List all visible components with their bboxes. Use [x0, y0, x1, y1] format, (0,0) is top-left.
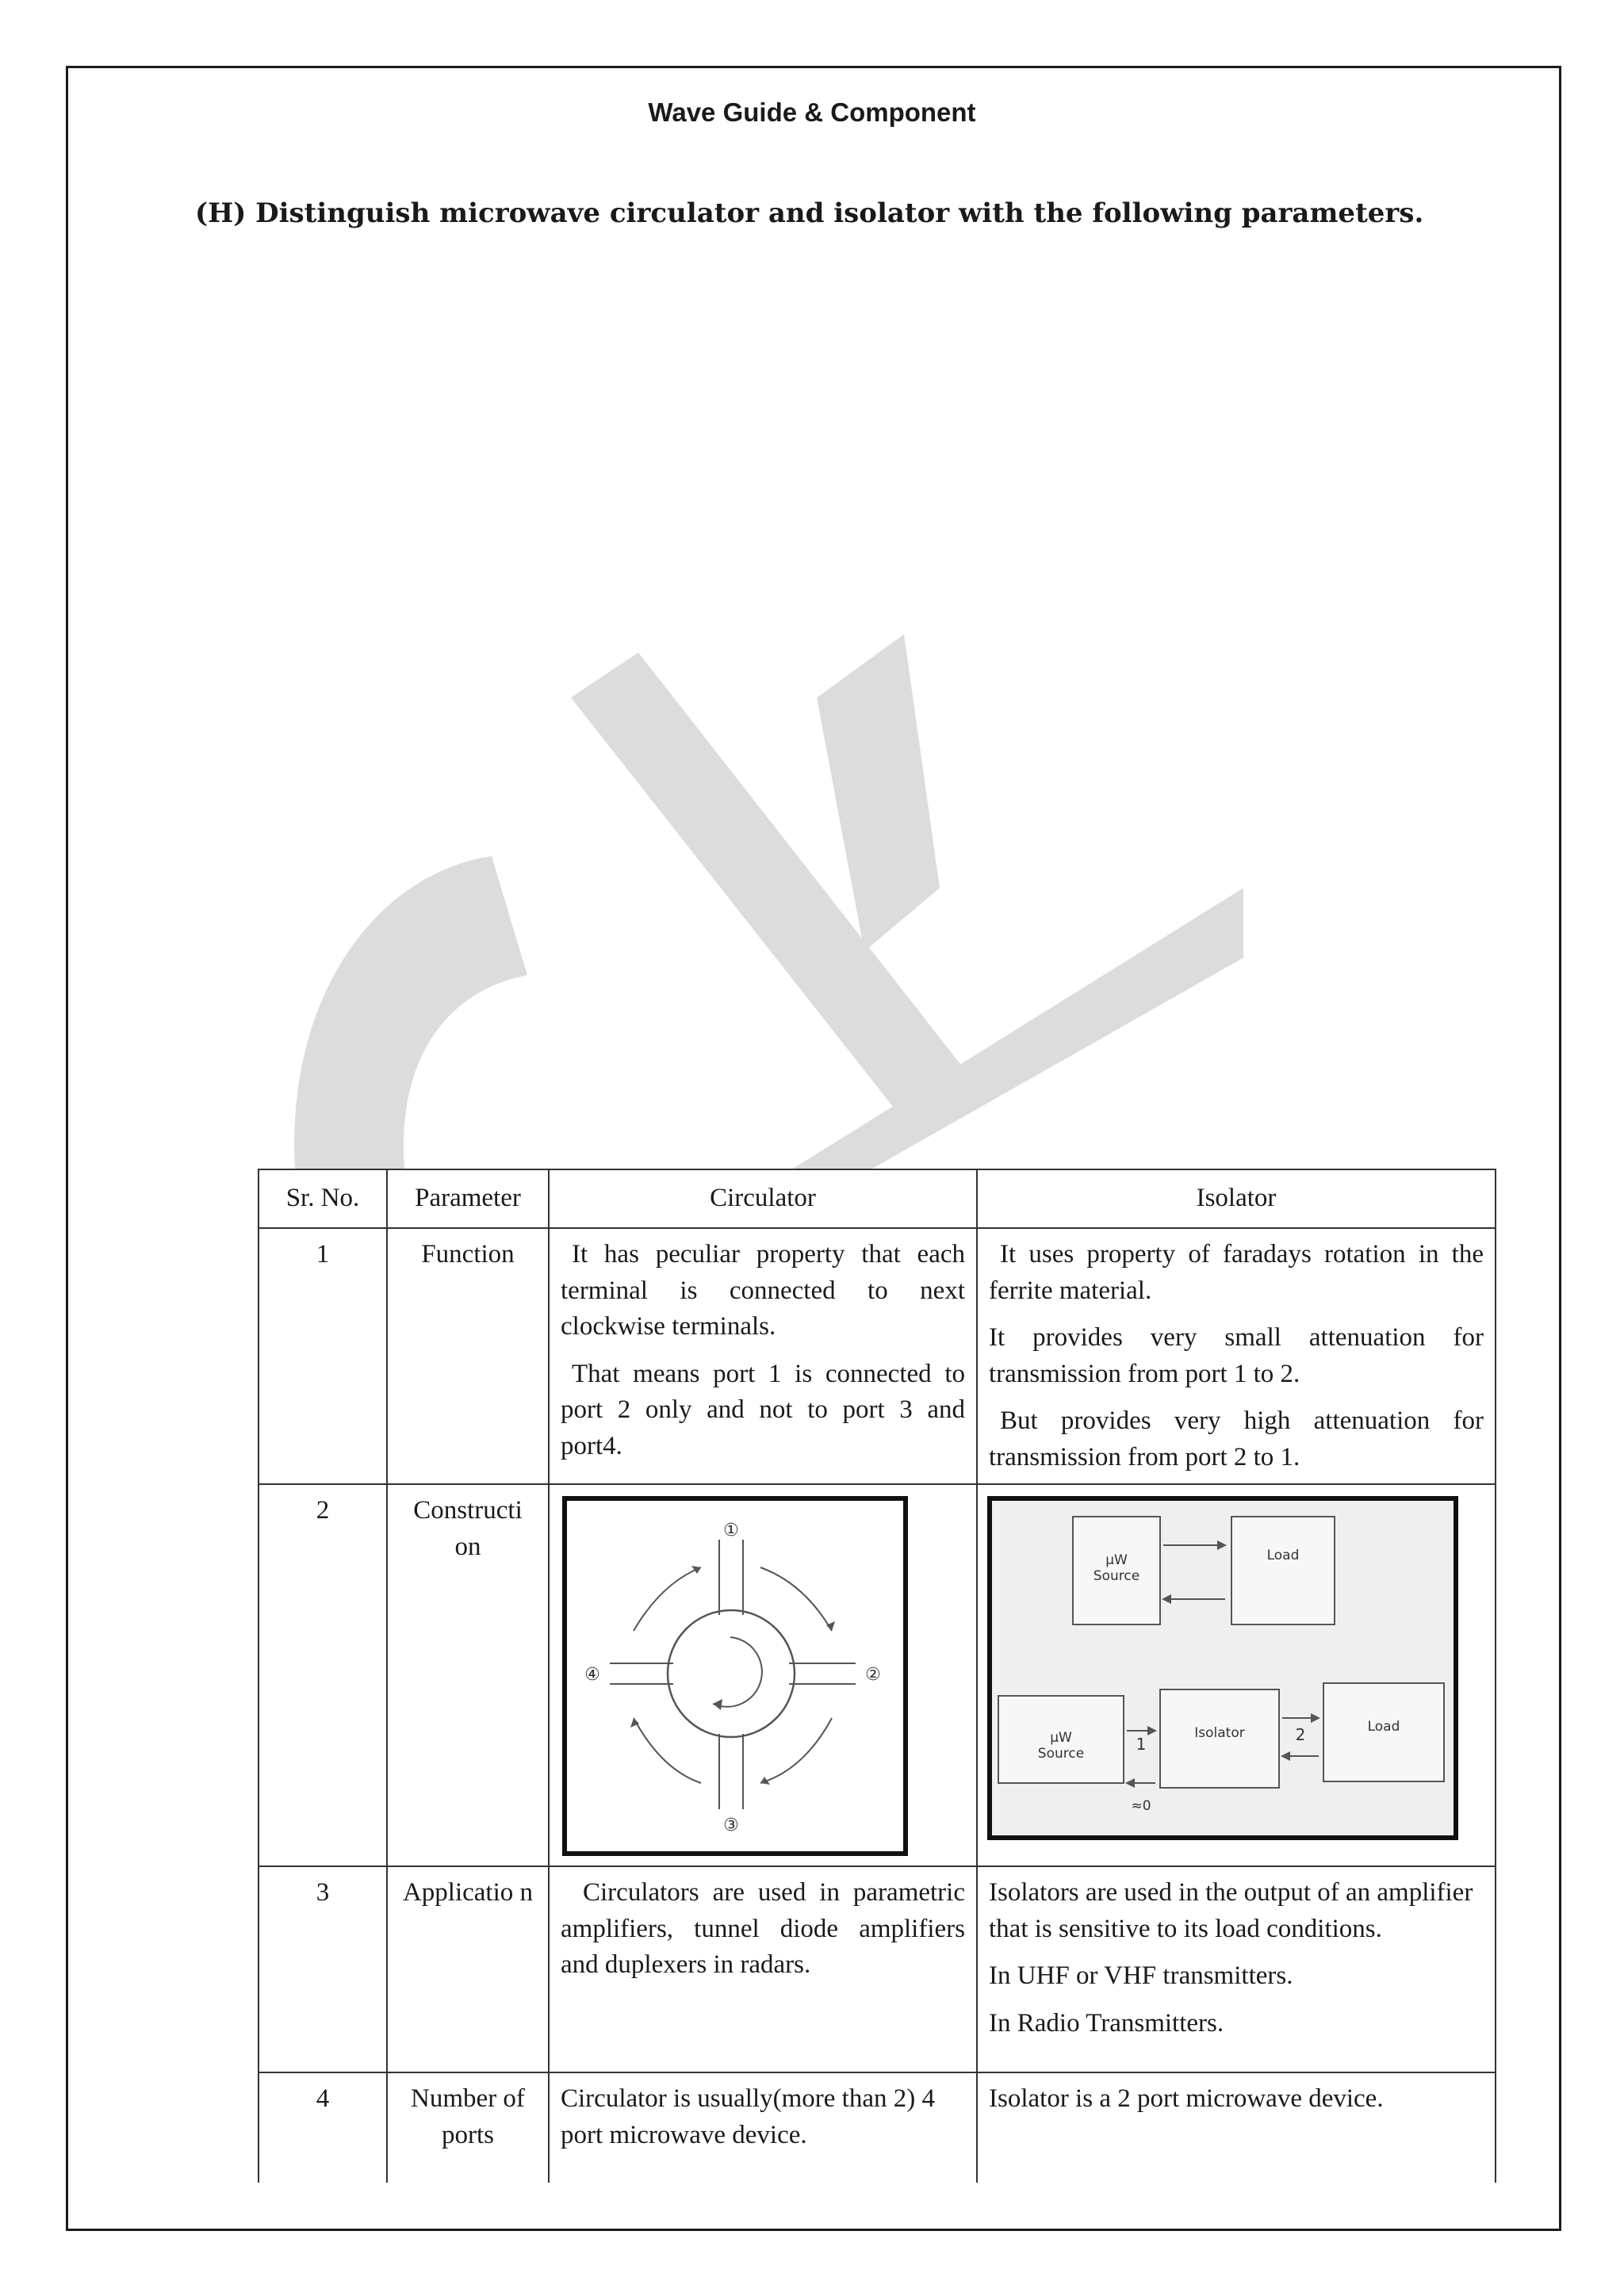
port-label-1: ① — [723, 1521, 739, 1541]
isolator-text: Isolator is a 2 port microwave device. — [989, 2084, 1384, 2114]
table-header-row — [259, 1169, 1496, 1228]
header-isolator: Isolator — [977, 1169, 1496, 1228]
isolator-text: It uses property of faradays rotation in the ferrite material. — [989, 1240, 1484, 1305]
page-title: Wave Guide & Component — [648, 98, 976, 127]
circulator-text: Circulator is usually(more than 2) 4 port microwave device. — [561, 2084, 935, 2149]
sr-cell: 2 — [259, 1484, 387, 1866]
parameter-cell: Number of ports — [387, 2072, 549, 2183]
table-row — [259, 1228, 1496, 1484]
circulator-cell — [549, 2072, 977, 2183]
isolator-text: Isolators are used in the output of an amplifier that is sensitive to its load conditions. — [989, 1878, 1473, 1943]
circulator-text: That means port 1 is connected to port 2 only and not to port 3 and port4. — [561, 1359, 965, 1460]
header-sr-no: Sr. No. — [259, 1169, 387, 1228]
load-label-top: Load — [1266, 1548, 1300, 1564]
isolator-cell — [977, 2072, 1496, 2183]
circulator-diagram — [562, 1496, 908, 1856]
circulator-text: Circulators are used in parametric amplifiers, tunnel diode amplifiers and duplexers in radars. — [561, 1878, 965, 1980]
parameter-cell: Applicatio n — [387, 1866, 549, 2072]
circulator-cell — [549, 1228, 977, 1484]
comparison-table — [258, 1169, 1496, 2183]
sr-cell: 1 — [259, 1228, 387, 1484]
isolator-text: In Radio Transmitters. — [989, 2008, 1224, 2038]
zero-label: ≈0 — [1131, 1798, 1151, 1815]
port-number-2: 2 — [1295, 1725, 1306, 1745]
port-label-2: ② — [865, 1665, 881, 1686]
isolator-text: But provides very high attenuation for transmission from port 2 to 1. — [989, 1406, 1484, 1471]
port-number-1: 1 — [1136, 1735, 1147, 1755]
sr-cell: 3 — [259, 1866, 387, 2072]
port-label-3: ③ — [723, 1816, 739, 1836]
isolator-figure-cell — [977, 1484, 1496, 1866]
port-label-4: ④ — [584, 1665, 600, 1686]
table-row — [259, 1484, 1496, 1866]
source-label-top: µW — [1105, 1552, 1128, 1569]
circulator-cell — [549, 1866, 977, 2072]
source-label-bottom: µW — [1050, 1730, 1072, 1747]
isolator-text: In UHF or VHF transmitters. — [989, 1961, 1293, 1991]
parameter-cell: Constructi on — [387, 1484, 549, 1866]
header-circulator: Circulator — [549, 1169, 977, 1228]
parameter-cell: Function — [387, 1228, 549, 1484]
isolator-cell — [977, 1866, 1496, 2072]
table-row — [259, 1866, 1496, 2072]
circulator-text: It has peculiar property that each terminal is connected to next clockwise terminals. — [561, 1240, 965, 1341]
source-label-bottom: Source — [1037, 1746, 1085, 1762]
isolator-cell — [977, 1228, 1496, 1484]
table-row — [259, 2072, 1496, 2183]
sr-cell: 4 — [259, 2072, 387, 2183]
isolator-diagram — [987, 1496, 1458, 1840]
question-heading: (H) Distinguish microwave circulator and isolator with the following parameters. — [195, 197, 1424, 229]
header-parameter: Parameter — [387, 1169, 549, 1228]
load-label-bottom: Load — [1367, 1719, 1400, 1735]
circulator-figure-cell — [549, 1484, 977, 1866]
isolator-text: It provides very small attenuation for transmission from port 1 to 2. — [989, 1323, 1484, 1388]
isolator-box-label: Isolator — [1194, 1725, 1245, 1742]
source-label-top: Source — [1093, 1568, 1140, 1585]
